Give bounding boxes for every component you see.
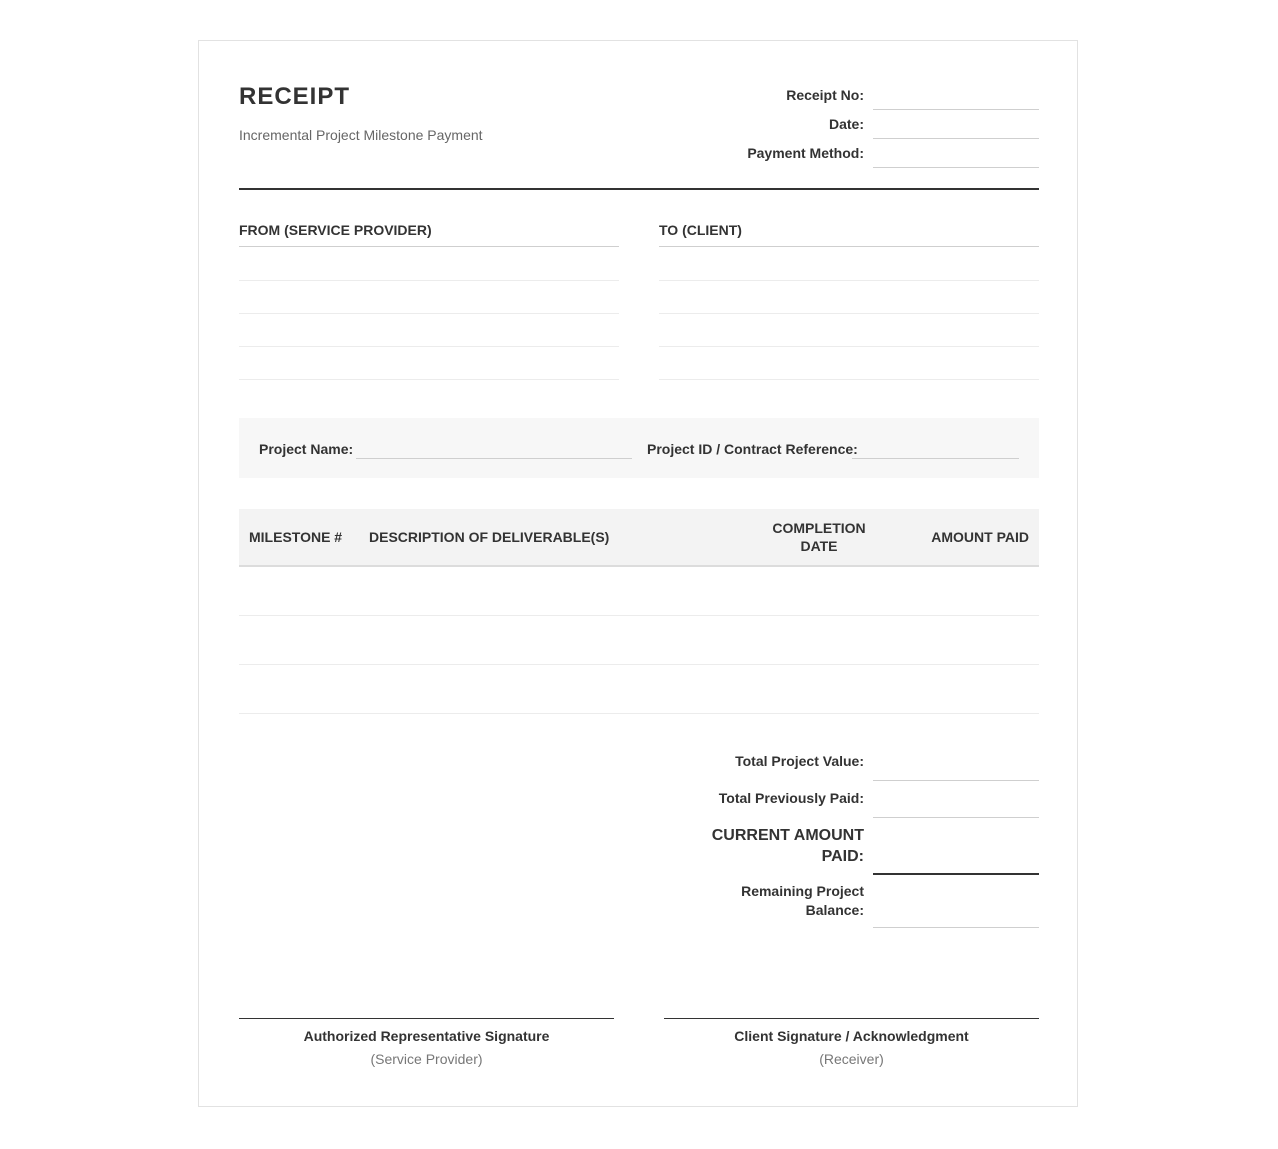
project-id-field[interactable] (852, 458, 1019, 459)
total-project-value-field[interactable] (873, 780, 1039, 781)
col-amount-paid: AMOUNT PAID (931, 529, 1029, 545)
table-row[interactable] (239, 664, 1039, 665)
client-signature-sub: (Receiver) (819, 1051, 884, 1067)
to-line-4[interactable] (659, 379, 1039, 380)
total-previously-paid-field[interactable] (873, 817, 1039, 818)
to-line-3[interactable] (659, 346, 1039, 347)
provider-signature-sub: (Service Provider) (370, 1051, 483, 1067)
total-project-value-label: Total Project Value: (735, 753, 864, 769)
current-amount-paid-field[interactable] (873, 873, 1039, 875)
payment-method-label: Payment Method: (747, 145, 864, 161)
from-line-1[interactable] (239, 280, 619, 281)
remaining-balance-label (741, 882, 864, 920)
table-row[interactable] (239, 713, 1039, 714)
from-line-4[interactable] (239, 379, 619, 380)
to-line-2[interactable] (659, 313, 1039, 314)
total-previously-paid-label: Total Previously Paid: (718, 790, 864, 806)
from-line-3[interactable] (239, 346, 619, 347)
current-amount-paid-label (712, 825, 864, 867)
from-heading: FROM (SERVICE PROVIDER) (239, 222, 619, 247)
col-completion-line2: DATE (800, 538, 838, 554)
col-description: DESCRIPTION OF DELIVERABLE(S) (369, 529, 610, 545)
project-id-label: Project ID / Contract Reference: (647, 441, 858, 457)
col-milestone: MILESTONE # (249, 529, 343, 545)
milestone-table-header (239, 509, 1039, 567)
project-info-box (239, 418, 1039, 478)
receipt-title: RECEIPT (239, 83, 351, 110)
receipt-subtitle: Incremental Project Milestone Payment (239, 127, 483, 143)
to-heading: TO (CLIENT) (659, 222, 1039, 247)
client-signature-title: Client Signature / Acknowledgment (734, 1028, 969, 1044)
remaining-line2: Balance: (805, 902, 864, 918)
table-row[interactable] (239, 615, 1039, 616)
current-amount-line1: CURRENT AMOUNT (711, 827, 864, 844)
remaining-balance-field[interactable] (873, 927, 1039, 928)
receipt-no-field[interactable] (873, 109, 1039, 110)
client-signature-line[interactable] (664, 1018, 1039, 1019)
receipt-no-label: Receipt No: (786, 87, 864, 103)
project-name-field[interactable] (356, 458, 632, 459)
date-label: Date: (828, 116, 864, 132)
remaining-line1: Remaining Project (741, 883, 864, 899)
col-completion-date (759, 519, 879, 555)
from-line-2[interactable] (239, 313, 619, 314)
col-completion-line1: COMPLETION (772, 520, 866, 536)
provider-signature-line[interactable] (239, 1018, 614, 1019)
date-field[interactable] (873, 138, 1039, 139)
provider-signature-title: Authorized Representative Signature (303, 1028, 550, 1044)
to-line-1[interactable] (659, 280, 1039, 281)
project-name-label: Project Name: (259, 441, 354, 457)
header-divider (239, 188, 1039, 190)
current-amount-line2: PAID: (821, 848, 864, 865)
receipt-page (198, 40, 1078, 1107)
payment-method-field[interactable] (873, 167, 1039, 168)
